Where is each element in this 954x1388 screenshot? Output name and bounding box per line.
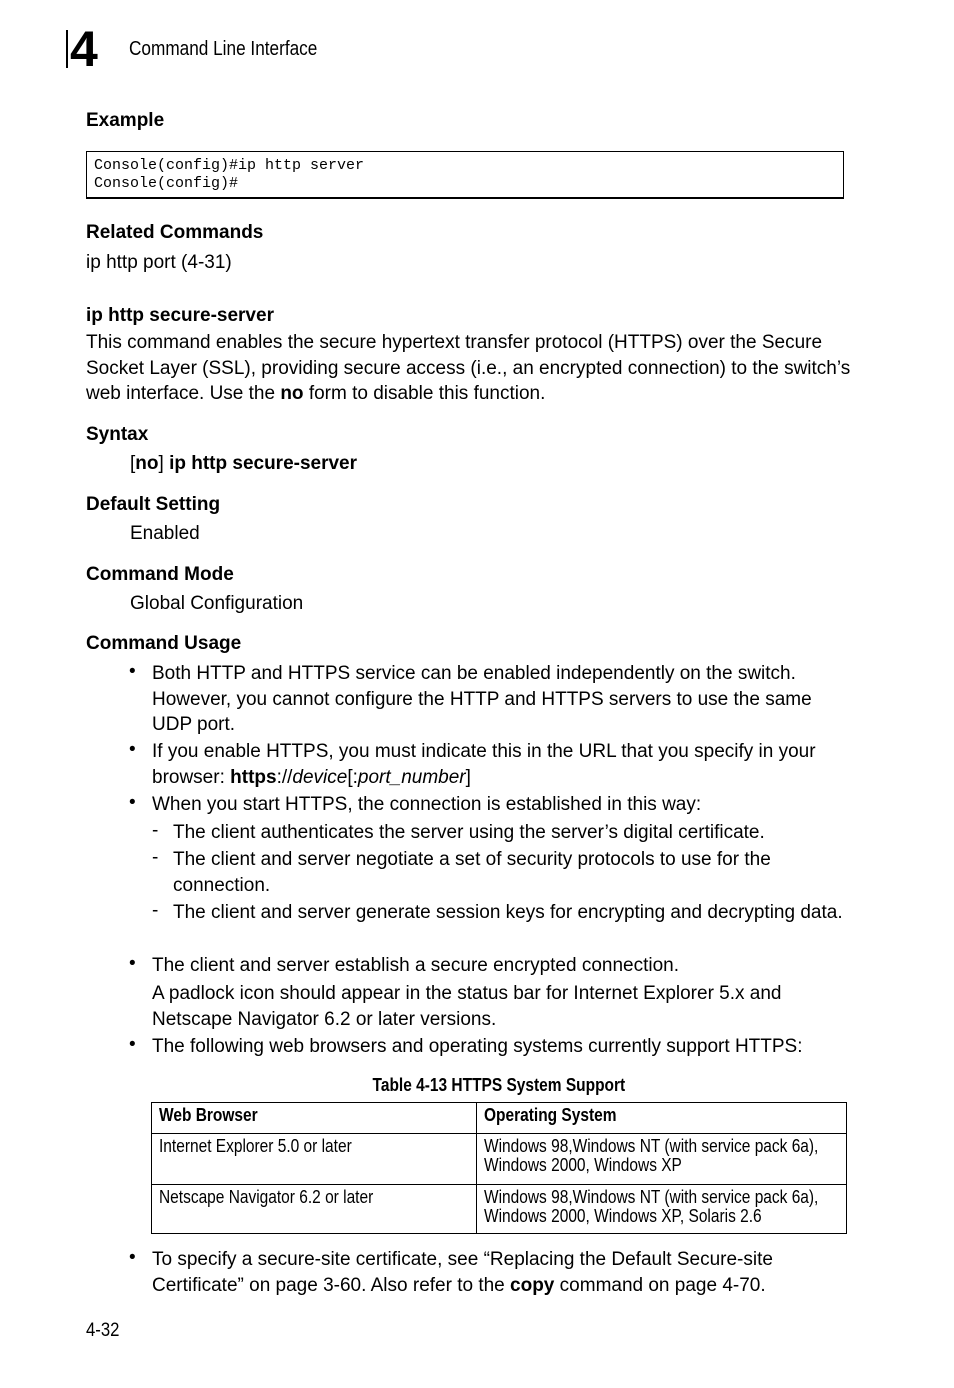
intro-text-end: form to disable this function. (303, 383, 546, 404)
bullet: • (129, 739, 136, 760)
related-heading: Related Commands (86, 222, 264, 243)
url-open: [: (347, 766, 358, 788)
mode-value: Global Configuration (130, 593, 304, 614)
syntax-close: ] (158, 453, 170, 474)
page-number: 4-32 (86, 1320, 120, 1341)
table-caption-text: Table 4-13 HTTPS System Support (372, 1075, 626, 1095)
table-header-cell (152, 1103, 477, 1134)
cell-browser: Internet Explorer 5.0 or later (159, 1136, 352, 1156)
table-cell (477, 1185, 847, 1234)
dash: - (152, 900, 159, 921)
dash: - (152, 820, 159, 841)
usage-item: Both HTTP and HTTPS service can be enabled independently on the switch. However, you cannot configure the HTTP and HTTPS servers to use the same UDP port. (152, 663, 812, 735)
default-heading: Default Setting (86, 494, 221, 515)
section-intro (86, 330, 856, 407)
url-sep: :// (276, 766, 293, 788)
example-heading: Example (86, 110, 165, 131)
mode-heading: Command Mode (86, 564, 234, 585)
usage-subitem: The client and server generate session keys for encrypting and decrypting data. (173, 902, 843, 923)
bullet: • (129, 1034, 136, 1055)
usage-subitem: The client and server negotiate a set of security protocols to use for the connection. (173, 849, 771, 896)
chapter-number-badge (66, 21, 110, 77)
url-port: port_number (357, 766, 466, 788)
url-intro: If you enable HTTPS, you must indicate this in the URL that you specify in your browser: (152, 741, 816, 788)
usage-item: The following web browsers and operating systems currently support HTTPS: (152, 1036, 803, 1057)
chapter-bar (66, 30, 68, 68)
table-row (152, 1134, 847, 1185)
usage-subitem: The client authenticates the server using the server’s digital certificate. (173, 822, 765, 843)
syntax-cmd: ip http secure-server (169, 453, 358, 474)
url-close: ] (465, 766, 471, 788)
syntax-heading: Syntax (86, 424, 149, 445)
usage-item (152, 1247, 852, 1298)
header-web-browser: Web Browser (159, 1105, 258, 1125)
table-row (152, 1185, 847, 1234)
usage-item: The client and server establish a secure encrypted connection. (152, 955, 680, 976)
section-title: ip http secure-server (86, 305, 274, 326)
chapter-number: 4 (70, 21, 98, 77)
https-support-table (151, 1102, 847, 1234)
table-cell (477, 1134, 847, 1185)
table-cell (152, 1185, 477, 1234)
cert-text-end: command on page 4-70. (554, 1274, 766, 1296)
table-header-cell (477, 1103, 847, 1134)
related-text: ip http port (4-31) (86, 252, 232, 273)
url-scheme: https (230, 766, 277, 788)
header-title: Command Line Interface (129, 38, 318, 60)
syntax-line (130, 451, 357, 477)
table-cell (152, 1134, 477, 1185)
cell-browser: Netscape Navigator 6.2 or later (159, 1187, 374, 1207)
code-block (86, 151, 844, 199)
usage-note: A padlock icon should appear in the status bar for Internet Explorer 5.x and Netscape Navigator 6.2 or later versions. (152, 983, 782, 1030)
intro-text: This command enables the secure hypertext transfer protocol (HTTPS) over the Secure Socket Layer (SSL), providing secure access (i.e., an encrypted connection) to the switch’s web interface. Use the (86, 332, 851, 404)
syntax-open: [ (130, 453, 136, 474)
cell-os: Windows 98,Windows NT (with service pack 6a), Windows 2000, Windows XP, Solaris 2.6 (484, 1187, 819, 1226)
syntax-no: no (135, 453, 159, 474)
usage-item (152, 739, 852, 790)
usage-heading: Command Usage (86, 633, 242, 654)
url-device: device (292, 766, 348, 788)
header-operating-system: Operating System (484, 1105, 617, 1125)
dash: - (152, 847, 159, 868)
usage-item: When you start HTTPS, the connection is established in this way: (152, 794, 702, 815)
table-caption (151, 1075, 847, 1096)
copy-command: copy (510, 1274, 555, 1296)
default-value: Enabled (130, 523, 200, 544)
intro-no: no (280, 383, 304, 404)
code-line: Console(config)#ip http server (94, 157, 365, 174)
table-header-row (152, 1103, 847, 1134)
cert-text: To specify a secure-site certificate, see “Replacing the Default Secure-site Certificate” on page 3-60. Also refer to the (152, 1249, 773, 1296)
cell-os: Windows 98,Windows NT (with service pack 6a), Windows 2000, Windows XP (484, 1136, 819, 1175)
bullet: • (129, 1247, 136, 1268)
code-line: Console(config)# (94, 175, 239, 192)
bullet: • (129, 661, 136, 682)
bullet: • (129, 792, 136, 813)
bullet: • (129, 953, 136, 974)
